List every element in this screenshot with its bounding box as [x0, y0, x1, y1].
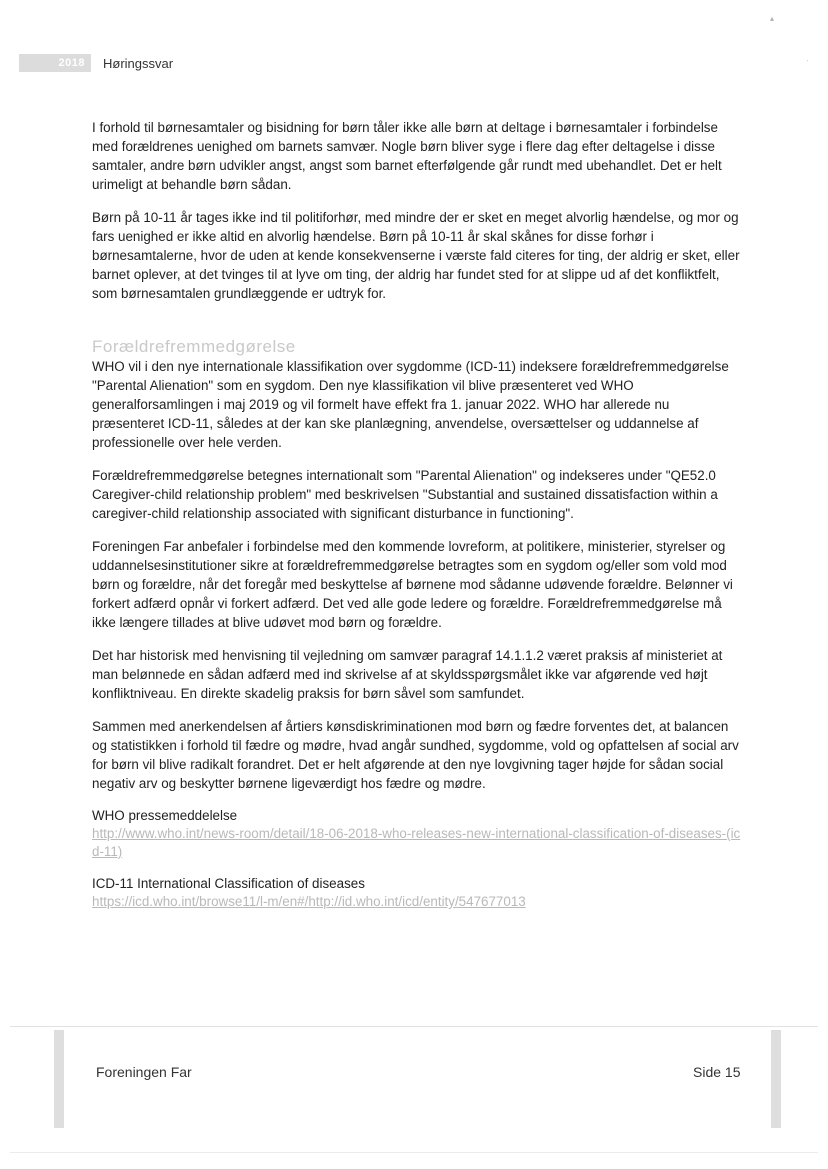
section-paragraph-4: Det har historisk med henvisning til vejledning om samvær paragraf 14.1.1.2 været praksis af ministeriet at man belønnede en sådan adfærd med ind skrivelse af at skyldsspørgsmålet ikke var afgørende ved højt konfliktniveau. En direkte skadelig praksis for børn såvel som samfundet. [92, 648, 723, 701]
scan-mark: · [806, 56, 809, 65]
intro-paragraph-1: I forhold til børnesamtaler og bisidning for børn tåler ikke alle børn at deltage i børnesamtaler i forbindelse med forældrenes uenighed om barnets samvær. Nogle børn bliver syge i flere dag efter deltagelse i disse samtaler, andre børn udvikler angst, angst som barnet efterfølgende går rundt med ubehandlet. Det er helt urimeligt at behandle børn sådan. [92, 120, 722, 192]
scan-mark: ▴ [770, 14, 775, 23]
footer-bottom-divider [10, 1152, 818, 1153]
body-content [92, 118, 742, 925]
reference-title-who: WHO pressemeddelelse [92, 808, 238, 823]
footer-left-bar [54, 1030, 64, 1128]
reference-title-icd: ICD-11 International Classification of diseases [92, 876, 365, 891]
footer-right-bar [771, 1030, 781, 1128]
section-paragraph-2: Forældrefremmedgørelse betegnes internationalt som "Parental Alienation" og indekseres under "QE52.0 Caregiver-child relationship problem" med beskrivelsen "Substantial and sustained dissatisfaction within a caregiver-child relationship associated with significant disturbance in functioning". [92, 468, 718, 521]
page-header [19, 52, 173, 74]
footer-organization: Foreningen Far [96, 1064, 192, 1080]
reference-link-who[interactable]: http://www.who.int/news-room/detail/18-06-2018-who-releases-new-international-classification-of-diseases-(icd-11) [92, 826, 741, 859]
intro-paragraph-2: Børn på 10-11 år tages ikke ind til politiforhør, med mindre der er sket en meget alvorlig hændelse, og mor og fars uenighed er ikke altid en alvorlig hændelse. Børn på 10-11 år skal skånes for disse forhør i børnesamtalerne, hvor de uden at kende konsekvenserne i værste fald citeres for ting, der aldrig er sket, eller barnet oplever, at det tvinges til at lyve om ting, der aldrig har fundet sted for at slippe ud af det konfliktfelt, som børnesamtalen grundlæggende er udtryk for. [92, 210, 740, 301]
reference-link-icd[interactable]: https://icd.who.int/browse11/l-m/en#/http://id.who.int/icd/entity/547677013 [92, 894, 526, 909]
section-heading: Forældrefremmedgørelse [92, 337, 296, 356]
section-paragraph-1: WHO vil i den nye internationale klassifikation over sygdomme (ICD-11) indeksere forældrefremmedgørelse "Parental Alienation" som en sygdom. Den nye klassifikation vil blive præsenteret ved WHO generalforsamlingen i maj 2019 og vil formelt have effekt fra 1. januar 2022. WHO har allerede nu præsenteret ICD-11, således at der kan ske planlægning, anvendelse, oversættelser og uddannelse af professionelle over hele verden. [92, 359, 729, 450]
section-paragraph-3: Foreningen Far anbefaler i forbindelse med den kommende lovreform, at politikere, ministerier, styrelser og uddannelsesinstitutioner sikre at forældrefremmedgørelse betragtes som en sygdom og/eller som vold mod børn og forældre, når det foregår med beskyttelse af børnene mod sådanne udøvende forældre. Belønner vi forkert adfærd opnår vi forkert adfærd. Det ved alle gode ledere og forældre. Forældrefremmedgørelse må ikke længere tillades at blive udøvet mod børn og forældre. [92, 539, 733, 630]
footer-divider [10, 1026, 818, 1027]
header-title: Høringssvar [103, 55, 174, 71]
section-paragraph-5: Sammen med anerkendelsen af årtiers kønsdiskriminationen mod børn og fædre forventes det, at balancen og statistikken i forhold til fædre og mødre, hvad angår sundhed, sygdomme, vold og opfattelsen af social arv for børn vil blive radikalt forandret. Det er helt afgørende at den nye lovgivning tager højde for sådan social negativ arv og beskytter børnene ligeværdigt hos fædre og mødre. [92, 719, 739, 791]
page-number: Side 15 [693, 1064, 741, 1080]
year-badge: 2018 [19, 54, 91, 72]
